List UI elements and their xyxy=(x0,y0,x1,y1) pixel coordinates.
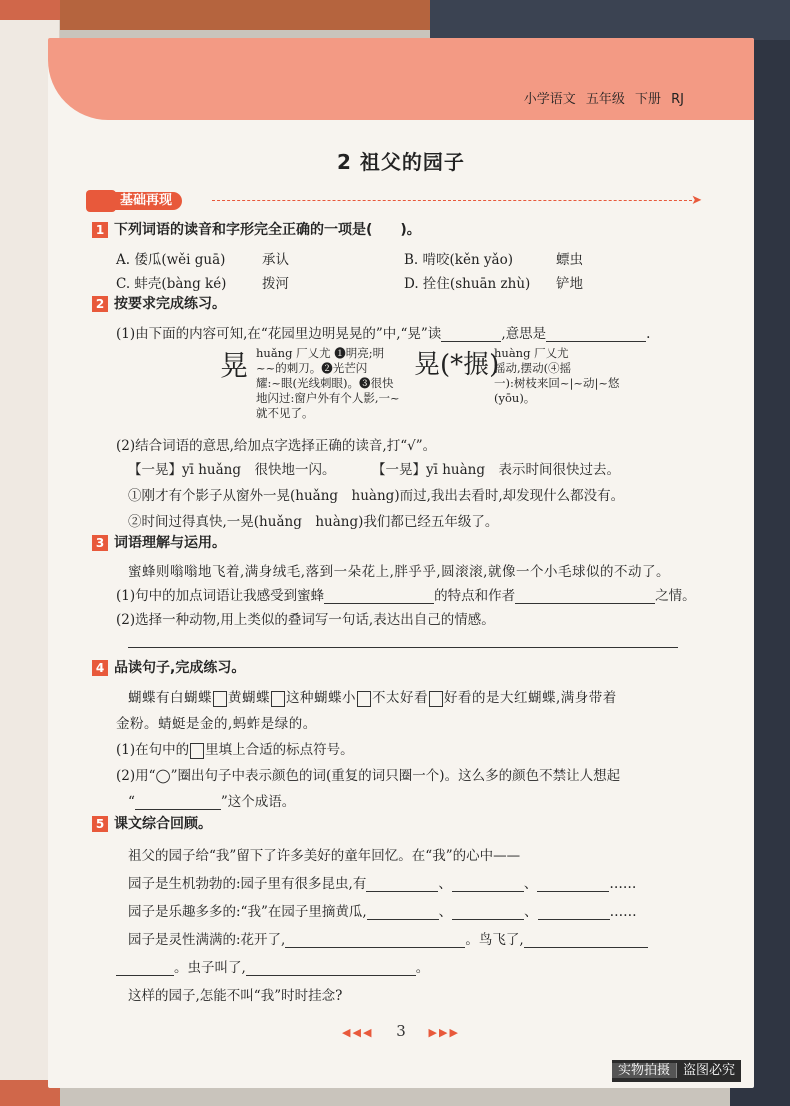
section-arrow-icon: ➤ xyxy=(691,193,702,208)
q5-line1-text: 园子是生机勃勃的:园子里有很多昆虫,有 xyxy=(128,876,367,892)
q4-text: 不太好看 xyxy=(372,690,428,706)
dict-right-entry xyxy=(494,346,620,406)
right-arrows-icon: ▶▶▶ xyxy=(428,1026,460,1039)
answer-line[interactable] xyxy=(128,634,678,648)
q5-line3 xyxy=(128,928,648,948)
answer-blank[interactable] xyxy=(515,590,655,604)
quote-close: ”这个成语。 xyxy=(220,794,296,810)
separator: 、 xyxy=(438,876,452,892)
stamp-right: 盗图必究 xyxy=(683,1063,736,1078)
dict-line: ~~的刺刀。❷光芒闪 xyxy=(256,361,368,375)
question-number: 5 xyxy=(92,816,108,832)
q3-part1-b: 的特点和作者 xyxy=(434,588,516,604)
dict-line: huàng 厂乂尤 xyxy=(494,346,569,360)
answer-blank[interactable] xyxy=(441,328,501,342)
sentence-2[interactable]: ②时间过得真快,一晃(huǎng huàng)我们都已经五年级了。 xyxy=(128,514,499,530)
header-info: 小学语文 五年级 下册 RJ xyxy=(523,92,684,107)
separator: 、 xyxy=(438,904,453,920)
section-header xyxy=(92,192,702,210)
q4-part1 xyxy=(116,738,354,759)
q4-text: 黄蝴蝶 xyxy=(228,690,270,706)
punctuation-box[interactable] xyxy=(357,691,371,707)
q5-line4-a: 。虫子叫了, xyxy=(174,960,246,976)
dict-right-char: 晃(*搌) xyxy=(414,350,500,380)
quote-open: “ xyxy=(128,794,135,810)
q4-text: 这种蝴蝶小 xyxy=(286,690,356,706)
answer-blank[interactable] xyxy=(524,934,648,948)
q5-line2 xyxy=(128,900,637,920)
q4-part2-idiom xyxy=(128,790,295,810)
stamp-left: 实物拍摄 xyxy=(612,1063,677,1078)
q2-part1-end: ,意思是 xyxy=(501,326,547,342)
q2-part1: (1)由下面的内容可知,在“花园里边明晃晃的”中,“晃”读 ,意思是 . xyxy=(116,326,651,342)
q5-line3-a: 园子是灵性满满的:花开了, xyxy=(128,932,286,948)
punctuation-box[interactable] xyxy=(213,691,227,707)
box-icon xyxy=(190,743,204,759)
answer-blank[interactable] xyxy=(452,878,524,892)
separator: 、 xyxy=(524,904,538,920)
q5-line4 xyxy=(116,956,429,976)
option-d-word: 铲地 xyxy=(556,276,583,292)
page-number: 3 xyxy=(396,1022,406,1040)
q5-intro: 祖父的园子给“我”留下了许多美好的童年回忆。在“我”的心中—— xyxy=(128,848,521,864)
question-text: 按要求完成练习。 xyxy=(114,296,226,312)
answer-blank[interactable] xyxy=(324,590,434,604)
q4-part1-a: (1)在句中的 xyxy=(116,742,190,758)
definition-2: 【一晃】yī huàng 表示时间很快过去。 xyxy=(372,462,621,478)
dict-line: 就不见了。 xyxy=(256,406,314,420)
question-2 xyxy=(92,296,226,312)
question-number: 3 xyxy=(92,535,108,551)
dict-line: 摇动,摆动(④摇 xyxy=(494,361,572,375)
question-text: 下列词语的读音和字形完全正确的一项是( )。 xyxy=(114,222,421,238)
option-a-word: 承认 xyxy=(262,252,289,268)
answer-blank[interactable] xyxy=(367,906,439,920)
question-text: 品读句子,完成练习。 xyxy=(114,660,246,676)
q3-part1-c: 之情。 xyxy=(655,588,696,604)
header-band xyxy=(48,38,754,120)
ellipsis: …… xyxy=(609,876,637,892)
question-text: 课文综合回顾。 xyxy=(114,816,212,832)
dict-line: 一):树枝来回~|~动|~悠 xyxy=(494,376,620,390)
q3-part1-a: (1)句中的加点词语让我感受到蜜蜂 xyxy=(116,588,325,604)
q5-line4-b: 。 xyxy=(415,960,430,976)
lesson-title: 2 祖父的园子 xyxy=(337,150,465,174)
option-b-word: 螵虫 xyxy=(556,252,583,268)
q4-part1-b: 里填上合适的标点符号。 xyxy=(205,742,354,758)
q3-part2: (2)选择一种动物,用上类似的叠词写一句话,表达出自己的情感。 xyxy=(116,612,495,628)
q3-passage: 蜜蜂则嗡嗡地飞着,满身绒毛,落到一朵花上,胖乎乎,圆滚滚,就像一个小毛球似的不动了。 xyxy=(128,564,670,580)
q4-text: 蝴蝶有白蝴蝶 xyxy=(128,690,212,706)
q4-sentence-line2: 金粉。蜻蜓是金的,蚂蚱是绿的。 xyxy=(116,716,317,732)
question-4 xyxy=(92,660,245,676)
section-divider xyxy=(212,200,692,201)
option-a-pinyin: A. 倭瓜(wěi guā) xyxy=(116,252,226,268)
q3-part1 xyxy=(116,584,696,604)
answer-blank[interactable] xyxy=(546,328,646,342)
answer-blank[interactable] xyxy=(116,962,174,976)
answer-blank[interactable] xyxy=(538,906,610,920)
background-table xyxy=(430,0,790,40)
background-book xyxy=(0,0,430,30)
dict-line: huǎng 厂乂尤 ❶明亮;明 xyxy=(256,346,385,360)
answer-blank[interactable] xyxy=(285,934,465,948)
q5-line1 xyxy=(128,872,636,892)
question-number: 2 xyxy=(92,296,108,312)
punctuation-box[interactable] xyxy=(429,691,443,707)
definition-1: 【一晃】yī huǎng 很快地一闪。 xyxy=(128,462,336,478)
q5-line5: 这样的园子,怎能不叫“我”时时挂念? xyxy=(128,988,343,1004)
q4-text: 好看的是大红蝴蝶,满身带着 xyxy=(444,690,617,706)
q2-part2: (2)结合词语的意思,给加点字选择正确的读音,打“√”。 xyxy=(116,438,437,454)
page-footer xyxy=(48,1022,754,1040)
q5-line3-b: 。鸟飞了, xyxy=(465,932,524,948)
q5-line2-text: 园子是乐趣多多的:“我”在园子里摘黄瓜, xyxy=(128,904,367,920)
q4-part2: (2)用“◯”圈出句子中表示颜色的词(重复的词只圈一个)。这么多的颜色不禁让人想起 xyxy=(116,768,621,784)
answer-blank[interactable] xyxy=(452,906,524,920)
answer-blank[interactable] xyxy=(366,878,438,892)
answer-blank[interactable] xyxy=(537,878,609,892)
option-c-pinyin: C. 蚌壳(bàng ké) xyxy=(116,276,227,292)
question-1 xyxy=(92,222,421,238)
question-number: 4 xyxy=(92,660,108,676)
section-label: 基础再现 xyxy=(92,192,182,210)
separator: 、 xyxy=(523,876,538,892)
punctuation-box[interactable] xyxy=(271,691,285,707)
sentence-1[interactable]: ①刚才有个影子从窗外一晃(huǎng huàng)而过,我出去看时,却发现什么都没有。 xyxy=(128,488,625,504)
dict-line: 地闪过:窗户外有个人影,一~ xyxy=(256,391,400,405)
option-b-pinyin: B. 啃咬(kěn yǎo) xyxy=(404,252,513,268)
answer-blank[interactable] xyxy=(246,962,416,976)
question-number: 1 xyxy=(92,222,108,238)
ellipsis: …… xyxy=(609,904,637,920)
left-arrows-icon: ◀◀◀ xyxy=(342,1026,374,1039)
question-text: 词语理解与运用。 xyxy=(114,535,226,551)
q2-part1-text: (1)由下面的内容可知,在“花园里边明晃晃的”中,“晃”读 xyxy=(116,326,442,342)
watermark-stamp xyxy=(612,1060,741,1082)
answer-blank[interactable] xyxy=(135,796,221,810)
question-5 xyxy=(92,816,212,832)
question-3 xyxy=(92,535,226,551)
workbook-page xyxy=(48,38,754,1088)
q4-sentence-line1 xyxy=(128,686,617,707)
dict-left-entry xyxy=(256,346,400,421)
dict-line: (yōu)。 xyxy=(494,391,536,405)
dict-line: 耀:~眼(光线刺眼)。❸很快 xyxy=(256,376,394,390)
option-d-pinyin: D. 拴住(shuān zhù) xyxy=(404,276,531,292)
option-c-word: 拨河 xyxy=(262,276,289,292)
dict-left-char: 晃 xyxy=(220,349,249,382)
